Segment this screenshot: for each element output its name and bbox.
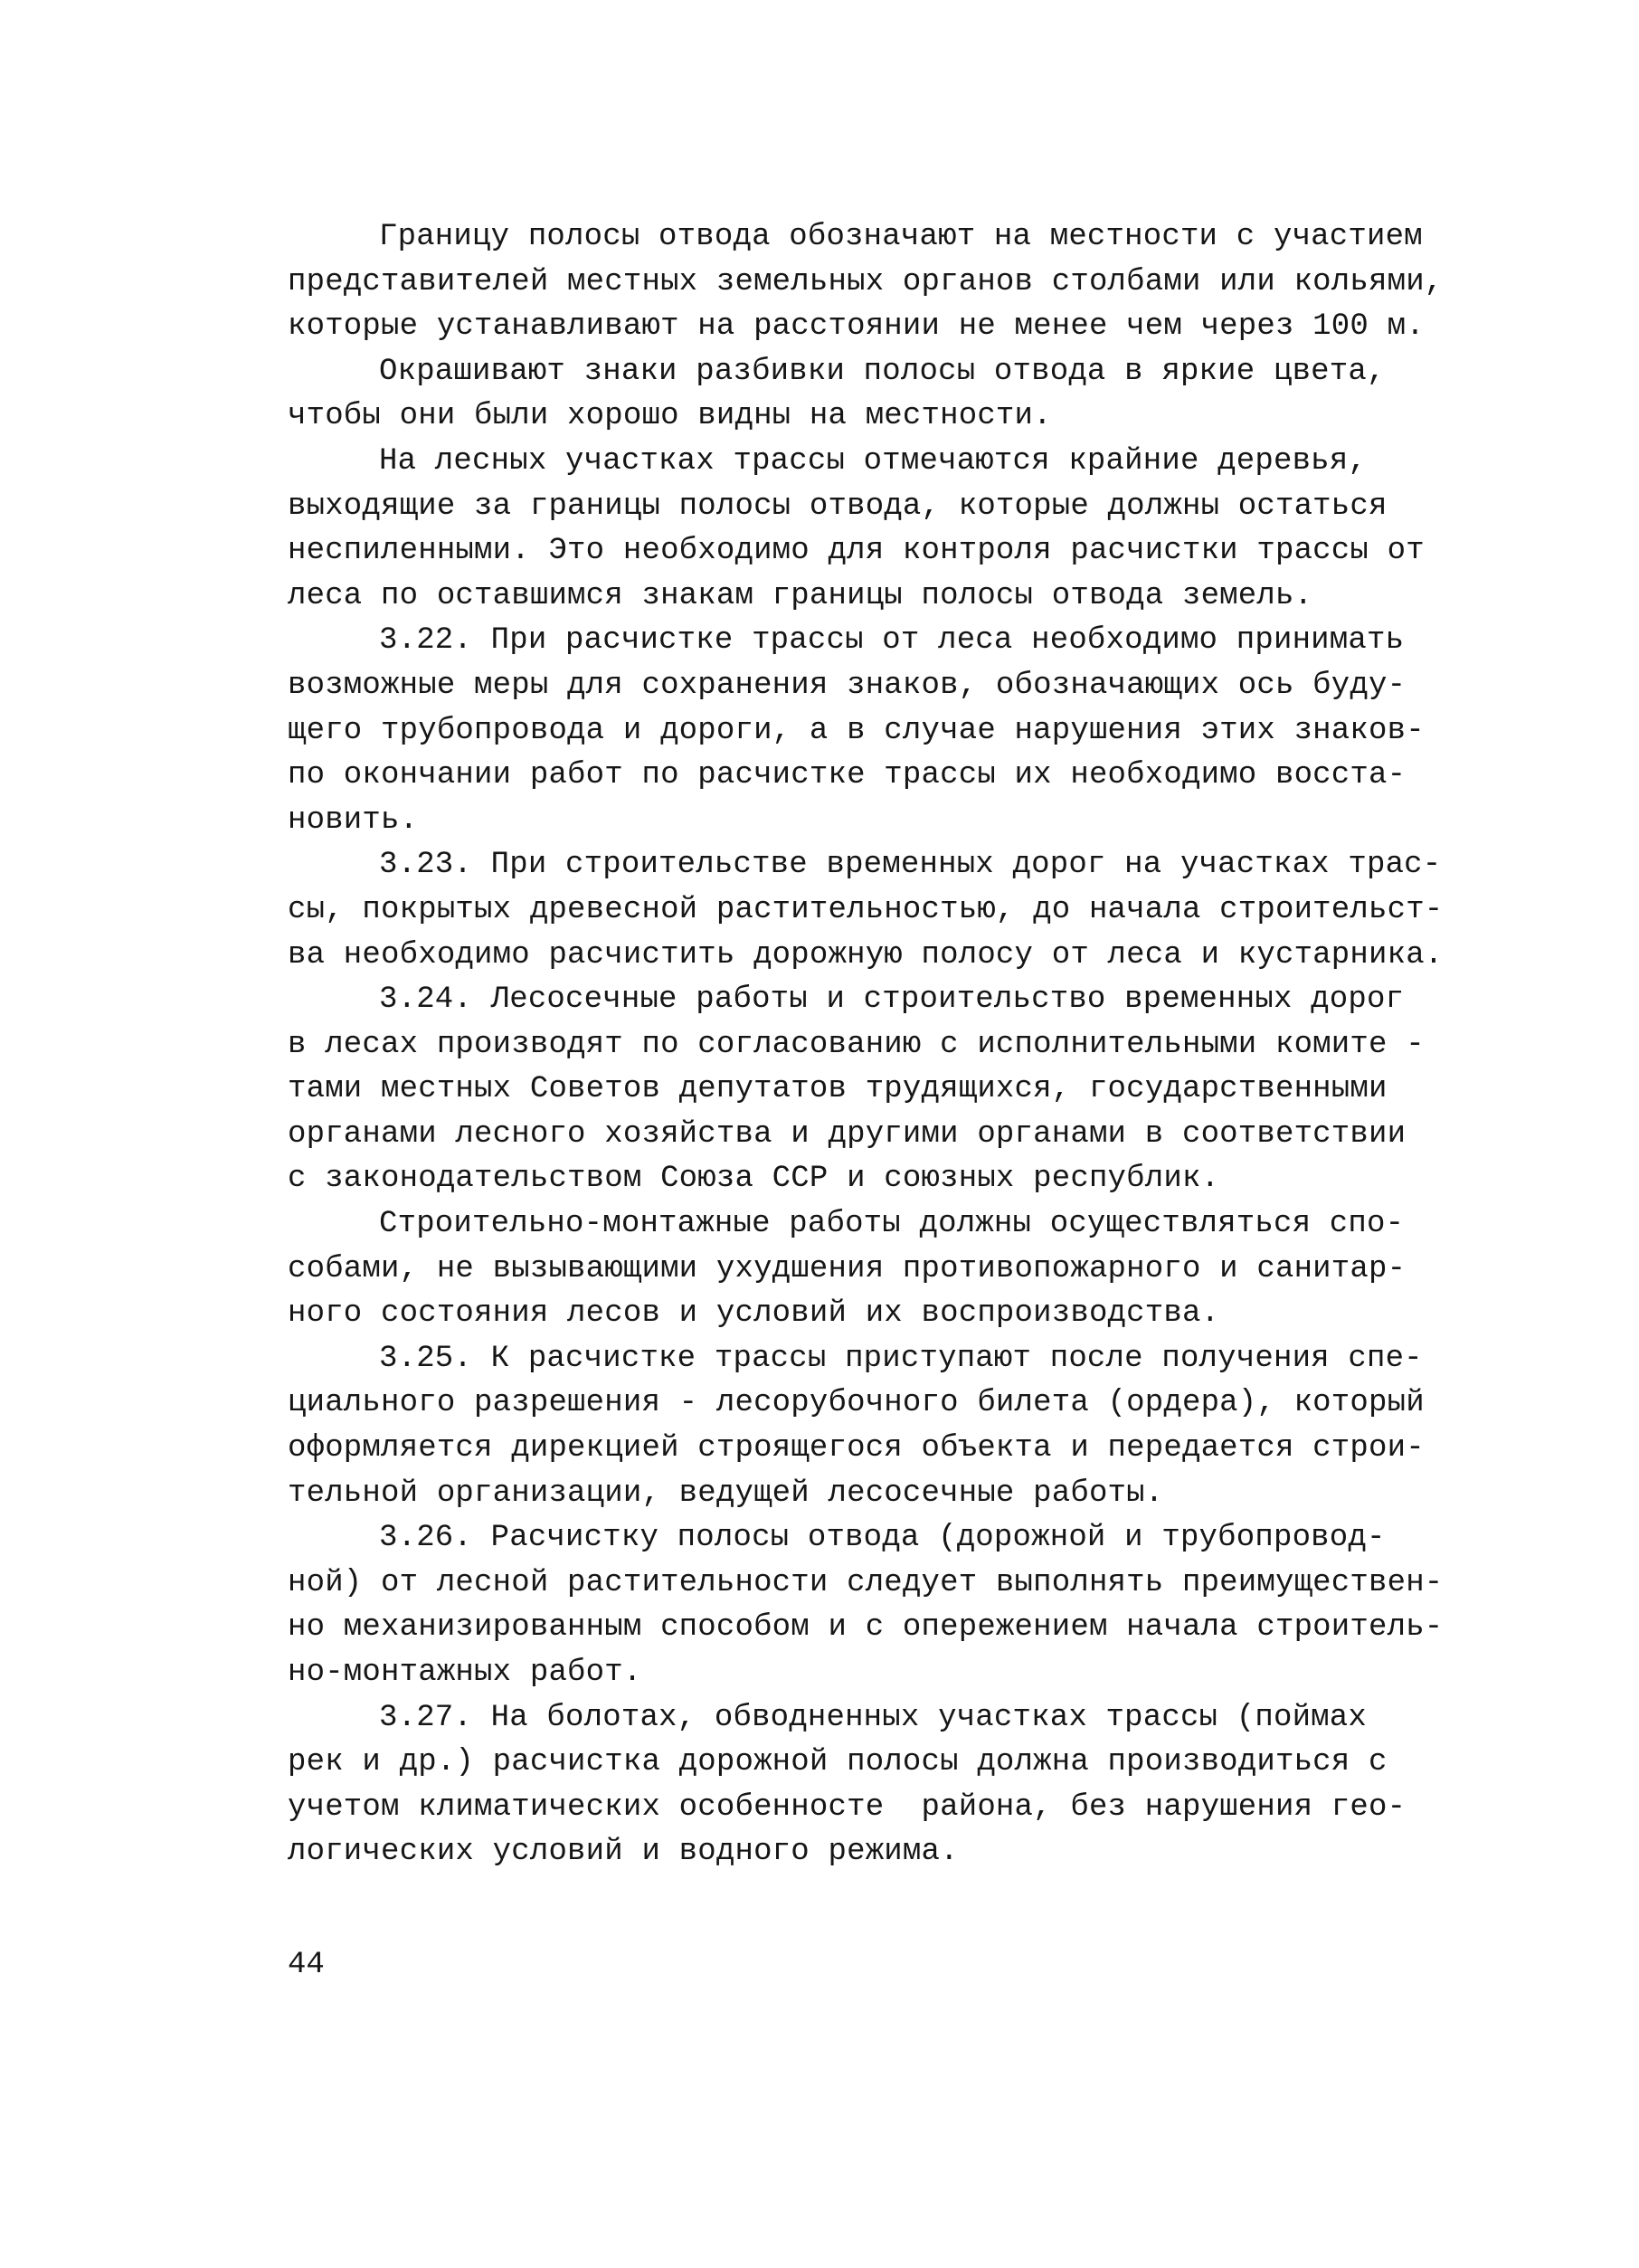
page-number: 44 xyxy=(288,1948,325,1982)
text-line: ного состояния лесов и условий их воспроизводства. xyxy=(288,1296,1220,1332)
text-line: Окрашивают знаки разбивки полосы отвода в яркие цвета, xyxy=(379,354,1386,389)
text-line: Границу полосы отвода обозначают на местности с участием xyxy=(379,220,1423,254)
text-line: рек и др.) расчистка дорожной полосы должна производиться с xyxy=(288,1745,1388,1780)
text-line: 3.27. На болотах, обводненных участках трассы (поймах xyxy=(379,1700,1367,1735)
text-line: оформляется дирекцией строящегося объекта и передается строи- xyxy=(288,1431,1425,1466)
text-line: неспиленными. Это необходимо для контроля расчистки трассы от xyxy=(288,534,1425,569)
text-line: сы, покрытых древесной растительностью, до начала строительст- xyxy=(288,892,1444,927)
text-line: возможные меры для сохранения знаков, обозначающих ось буду- xyxy=(288,668,1407,703)
text-line: но механизированным способом и с опережением начала строитель- xyxy=(288,1610,1444,1646)
text-line: 3.22. При расчистке трассы от леса необходимо принимать xyxy=(379,623,1405,659)
text-line: которые устанавливают на расстоянии не менее чем через 100 м. xyxy=(288,309,1425,345)
text-line: органами лесного хозяйства и другими органами в соответствии xyxy=(288,1116,1407,1152)
text-line: в лесах производят по согласованию с исполнительными комите - xyxy=(288,1027,1425,1062)
text-line: выходящие за границы полосы отвода, которые должны остаться xyxy=(288,489,1388,524)
text-line: На лесных участках трассы отмечаются крайние деревья, xyxy=(379,443,1367,479)
text-line: 3.25. К расчистке трассы приступают после получения спе- xyxy=(379,1341,1423,1376)
text-line: тельной организации, ведущей лесосечные работы. xyxy=(288,1476,1164,1511)
text-line: чтобы они были хорошо видны на местности. xyxy=(288,399,1052,434)
text-line: 3.26. Расчистку полосы отвода (дорожной и трубопровод- xyxy=(379,1521,1386,1556)
text-line: тами местных Советов депутатов трудящихся, государственными xyxy=(288,1072,1388,1107)
text-line: представителей местных земельных органов столбами или кольями, xyxy=(288,264,1444,299)
text-line: Строительно-монтажные работы должны осуществляться спо- xyxy=(379,1207,1405,1242)
text-line: леса по оставшимся знакам границы полосы отвода земель. xyxy=(288,578,1313,613)
text-line: 3.24. Лесосечные работы и строительство временных дорог xyxy=(379,982,1405,1018)
text-line: щего трубопровода и дороги, а в случае нарушения этих знаков- xyxy=(288,713,1425,748)
text-line: но-монтажных работ. xyxy=(288,1656,642,1690)
text-line: логических условий и водного режима. xyxy=(288,1835,959,1870)
text-line: 3.23. При строительстве временных дорог на участках трас- xyxy=(379,848,1442,883)
text-line: ва необходимо расчистить дорожную полосу от леса и кустарника. xyxy=(288,937,1444,973)
text-line: циального разрешения - лесорубочного билета (ордера), который xyxy=(288,1386,1425,1421)
body-text xyxy=(288,215,1464,1875)
text-line: ной) от лесной растительности следует выполнять преимуществен- xyxy=(288,1565,1444,1600)
text-line: новить. xyxy=(288,802,419,838)
text-line: с законодательством Союза ССР и союзных республик. xyxy=(288,1162,1220,1197)
text-line: по окончании работ по расчистке трассы их необходимо восста- xyxy=(288,758,1407,793)
text-line: собами, не вызывающими ухудшения противопожарного и санитар- xyxy=(288,1251,1407,1286)
text-line: учетом климатических особенносте района, без нарушения гео- xyxy=(288,1789,1407,1825)
